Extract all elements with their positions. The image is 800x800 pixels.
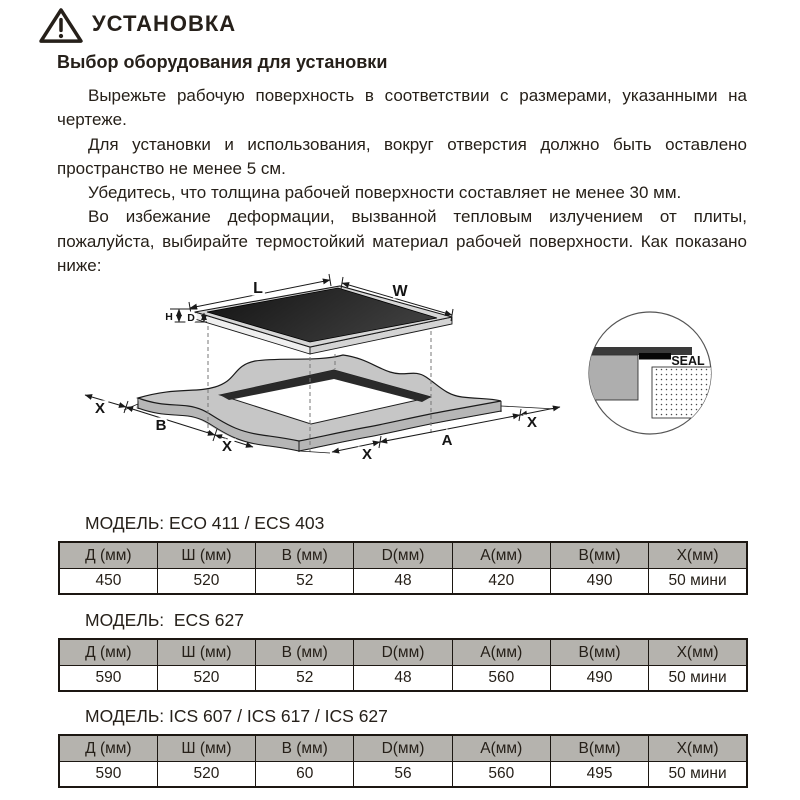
seal-detail-circle bbox=[585, 312, 713, 434]
table-title: МОДЕЛЬ: ICS 607 / ICS 617 / ICS 627 bbox=[85, 706, 388, 726]
value-cell: 520 bbox=[157, 762, 255, 788]
header-cell: Д (мм) bbox=[59, 542, 157, 569]
countertop-cross-section bbox=[652, 367, 713, 418]
value-cell: 520 bbox=[157, 569, 255, 595]
table-header-row bbox=[59, 735, 747, 762]
header-cell: А(мм) bbox=[452, 542, 550, 569]
header-cell: Ш (мм) bbox=[157, 735, 255, 762]
model-section-3 bbox=[58, 705, 748, 788]
value-cell: 490 bbox=[550, 569, 648, 595]
table-title: МОДЕЛЬ: ECS 627 bbox=[85, 610, 244, 630]
value-cell: 450 bbox=[59, 569, 157, 595]
l-label: L bbox=[253, 280, 263, 297]
header-cell: А(мм) bbox=[452, 639, 550, 666]
table-header-row bbox=[59, 542, 747, 569]
x-label-right: X bbox=[526, 414, 538, 431]
section-subtitle: Выбор оборудования для установки bbox=[57, 52, 388, 72]
model-section-2 bbox=[58, 609, 748, 692]
header-cell: D(мм) bbox=[354, 542, 452, 569]
value-cell: 495 bbox=[550, 762, 648, 788]
header-cell: В(мм) bbox=[550, 639, 648, 666]
value-cell: 56 bbox=[354, 762, 452, 788]
header-cell: В (мм) bbox=[256, 542, 354, 569]
a-label: A bbox=[441, 432, 453, 449]
value-cell: 48 bbox=[354, 666, 452, 692]
value-cell: 50 мини bbox=[649, 762, 747, 788]
paragraph: Для установки и использования, вокруг отверстия должно быть оставлено пространство не менее 5 см. bbox=[57, 134, 747, 178]
header-cell: Ш (мм) bbox=[157, 542, 255, 569]
value-cell: 52 bbox=[256, 569, 354, 595]
value-cell: 50 мини bbox=[649, 666, 747, 692]
warning-triangle-icon bbox=[38, 7, 84, 44]
seal-label: SEAL bbox=[671, 354, 705, 368]
installation-diagram bbox=[80, 263, 760, 475]
seal-strip bbox=[639, 353, 671, 360]
spec-table bbox=[58, 734, 748, 788]
value-cell: 60 bbox=[256, 762, 354, 788]
paragraph: Вырежьте рабочую поверхность в соответствии с размерами, указанными на чертеже. bbox=[57, 86, 747, 130]
w-label: W bbox=[392, 283, 408, 300]
header-cell: В(мм) bbox=[550, 542, 648, 569]
header-cell: А(мм) bbox=[452, 735, 550, 762]
header-cell: В(мм) bbox=[550, 735, 648, 762]
header-cell: Х(мм) bbox=[649, 542, 747, 569]
header-cell: Д (мм) bbox=[59, 735, 157, 762]
header-cell: В (мм) bbox=[256, 639, 354, 666]
value-cell: 52 bbox=[256, 666, 354, 692]
table-title: МОДЕЛЬ: ECO 411 / ECS 403 bbox=[85, 513, 325, 533]
table-row bbox=[59, 762, 747, 788]
table-row bbox=[59, 666, 747, 692]
value-cell: 590 bbox=[59, 762, 157, 788]
table-row bbox=[59, 569, 747, 595]
h-label: H bbox=[165, 311, 173, 323]
header-cell: D(мм) bbox=[354, 735, 452, 762]
table-header-row bbox=[59, 639, 747, 666]
x-label-left: X bbox=[94, 400, 106, 417]
paragraph: Убедитесь, что толщина рабочей поверхности составляет не менее 30 мм. bbox=[88, 183, 682, 203]
value-cell: 490 bbox=[550, 666, 648, 692]
page-title: УСТАНОВКА bbox=[92, 11, 237, 36]
cooktop-shape bbox=[195, 286, 452, 354]
value-cell: 520 bbox=[157, 666, 255, 692]
spec-table bbox=[58, 638, 748, 692]
cooktop-body-cross-section bbox=[585, 355, 638, 400]
x-label-bottom-right: X bbox=[361, 446, 373, 463]
header-cell: D(мм) bbox=[354, 639, 452, 666]
value-cell: 560 bbox=[452, 762, 550, 788]
paragraph: Во избежание деформации, вызванной тепловым излучением от плиты, пожалуйста, выбирайте термостойкий материал рабочей поверхности. Как показано ниже: bbox=[57, 207, 747, 276]
value-cell: 420 bbox=[452, 569, 550, 595]
header-cell: Х(мм) bbox=[649, 735, 747, 762]
header-cell: Д (мм) bbox=[59, 639, 157, 666]
value-cell: 48 bbox=[354, 569, 452, 595]
value-cell: 50 мини bbox=[649, 569, 747, 595]
value-cell: 560 bbox=[452, 666, 550, 692]
header-cell: Х(мм) bbox=[649, 639, 747, 666]
header-cell: Ш (мм) bbox=[157, 639, 255, 666]
model-section-1 bbox=[58, 512, 748, 595]
instructions-text bbox=[57, 84, 747, 278]
x-label-bottom-left: X bbox=[221, 438, 233, 455]
b-label: B bbox=[155, 417, 167, 434]
d-label: D bbox=[187, 312, 195, 324]
header-cell: В (мм) bbox=[256, 735, 354, 762]
spec-table bbox=[58, 541, 748, 595]
value-cell: 590 bbox=[59, 666, 157, 692]
